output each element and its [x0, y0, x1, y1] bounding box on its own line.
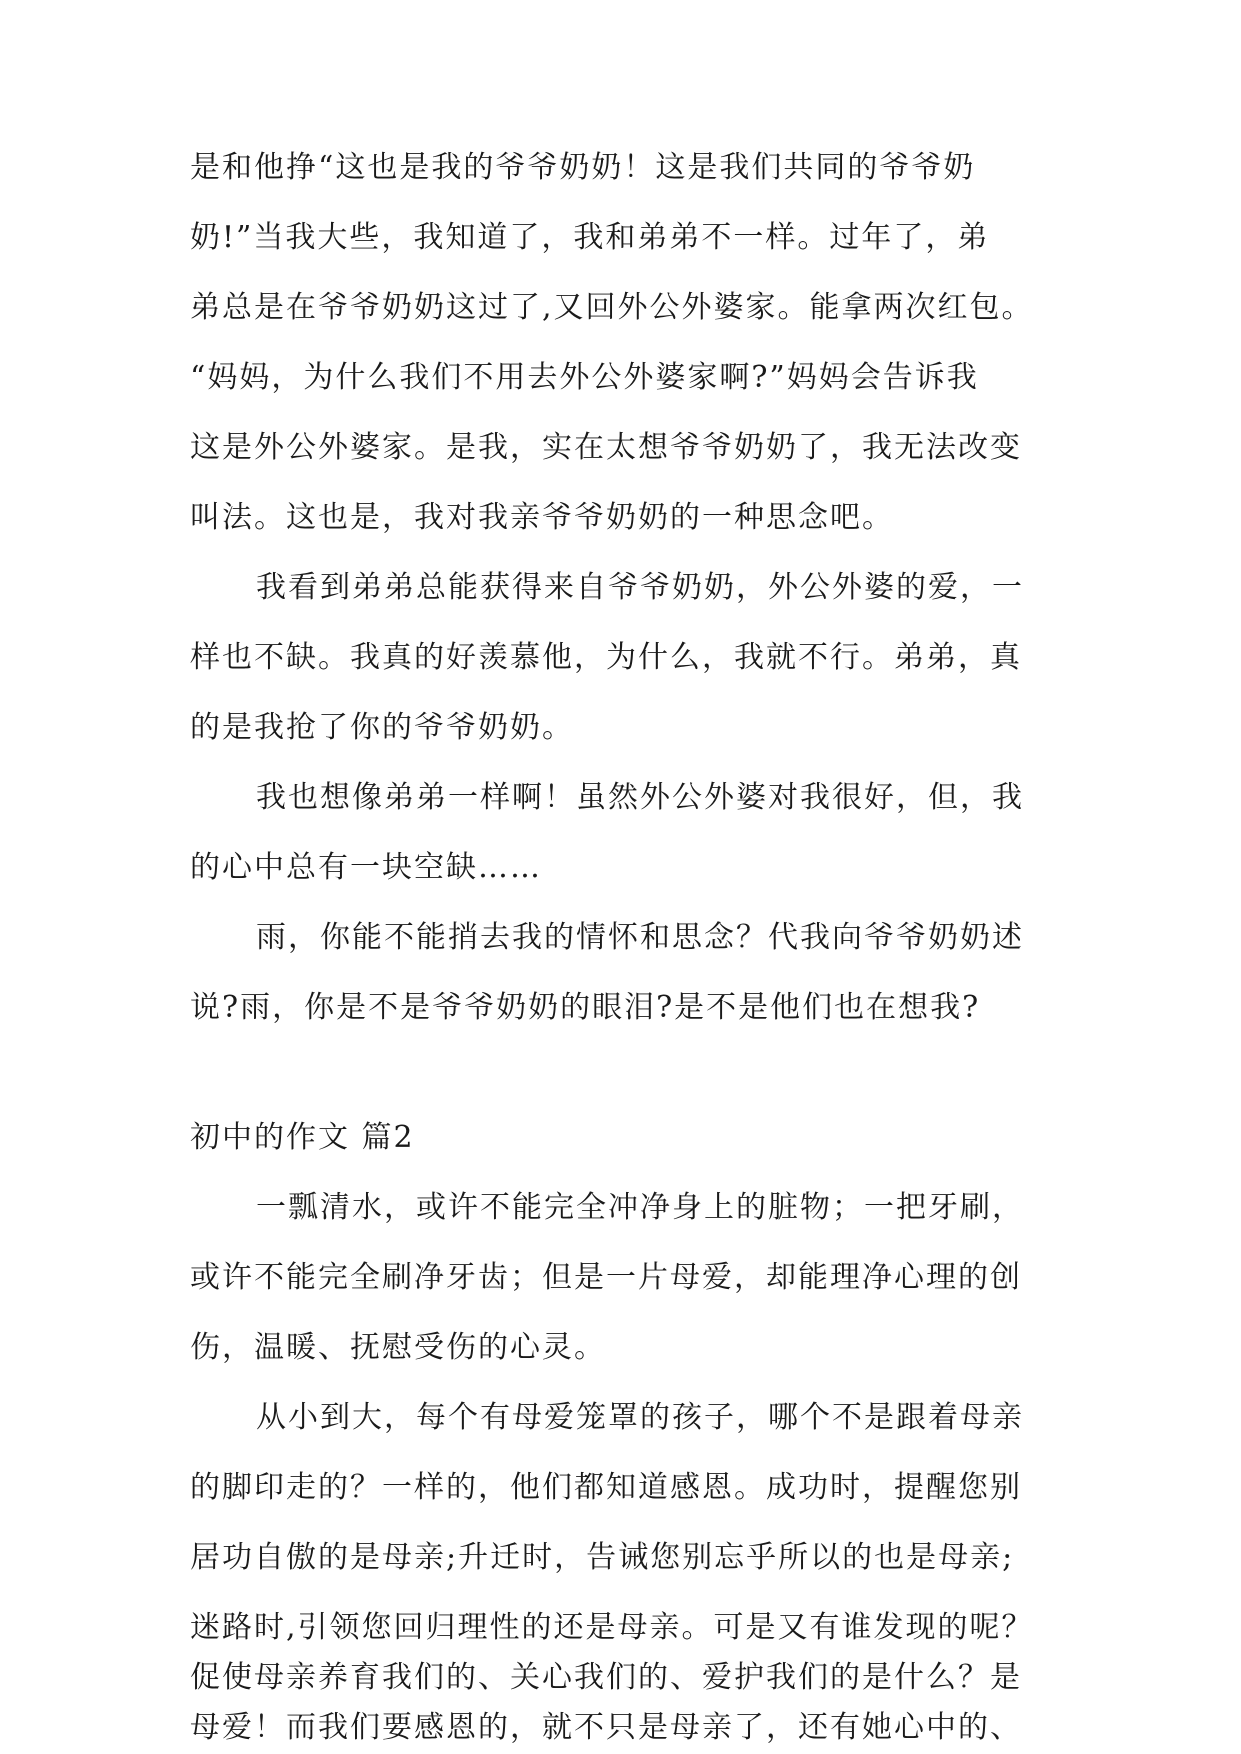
text-line: 这是外公外婆家。是我，实在太想爷爷奶奶了，我无法改变: [190, 430, 1022, 465]
text-line: 的心中总有一块空缺……: [190, 850, 542, 885]
text-line: 是和他挣“这也是我的爷爷奶奶！这是我们共同的爷爷奶: [190, 150, 976, 185]
text-line: 的脚印走的？一样的，他们都知道感恩。成功时，提醒您别: [190, 1470, 1022, 1505]
text-line: 迷路时,引领您回归理性的还是母亲。可是又有谁发现的呢？: [190, 1610, 1034, 1645]
text-line: 弟总是在爷爷奶奶这过了,又回外公外婆家。能拿两次红包。: [190, 290, 1034, 325]
essay-heading: 初中的作文 篇2: [190, 1120, 415, 1155]
text-line: 叫法。这也是，我对我亲爷爷奶奶的一种思念吧。: [190, 500, 894, 535]
text-line: 母爱！而我们要感恩的，就不只是母亲了，还有她心中的、: [190, 1710, 1022, 1745]
text-line: 我看到弟弟总能获得来自爷爷奶奶，外公外婆的爱，一: [256, 570, 1024, 605]
text-line: 的是我抢了你的爷爷奶奶。: [190, 710, 574, 745]
text-line: 奶!”当我大些，我知道了，我和弟弟不一样。过年了，弟: [190, 220, 990, 255]
text-line: 我也想像弟弟一样啊！虽然外公外婆对我很好，但，我: [256, 780, 1024, 815]
text-line: 从小到大，每个有母爱笼罩的孩子，哪个不是跟着母亲: [256, 1400, 1024, 1435]
text-line: 说?雨，你是不是爷爷奶奶的眼泪?是不是他们也在想我?: [190, 990, 981, 1025]
text-line: 促使母亲养育我们的、关心我们的、爱护我们的是什么？是: [190, 1660, 1022, 1695]
text-line: 居功自傲的是母亲;升迁时，告诫您别忘乎所以的也是母亲;: [190, 1540, 1015, 1575]
text-line: 或许不能完全刷净牙齿；但是一片母爱，却能理净心理的创: [190, 1260, 1022, 1295]
text-line: 雨，你能不能捎去我的情怀和思念？代我向爷爷奶奶述: [256, 920, 1024, 955]
text-line: “妈妈，为什么我们不用去外公外婆家啊?”妈妈会告诉我: [190, 360, 979, 395]
text-line: 样也不缺。我真的好羡慕他，为什么，我就不行。弟弟，真: [190, 640, 1022, 675]
text-line: 一瓢清水，或许不能完全冲净身上的脏物；一把牙刷，: [256, 1190, 1024, 1225]
text-line: 伤，温暖、抚慰受伤的心灵。: [190, 1330, 606, 1365]
